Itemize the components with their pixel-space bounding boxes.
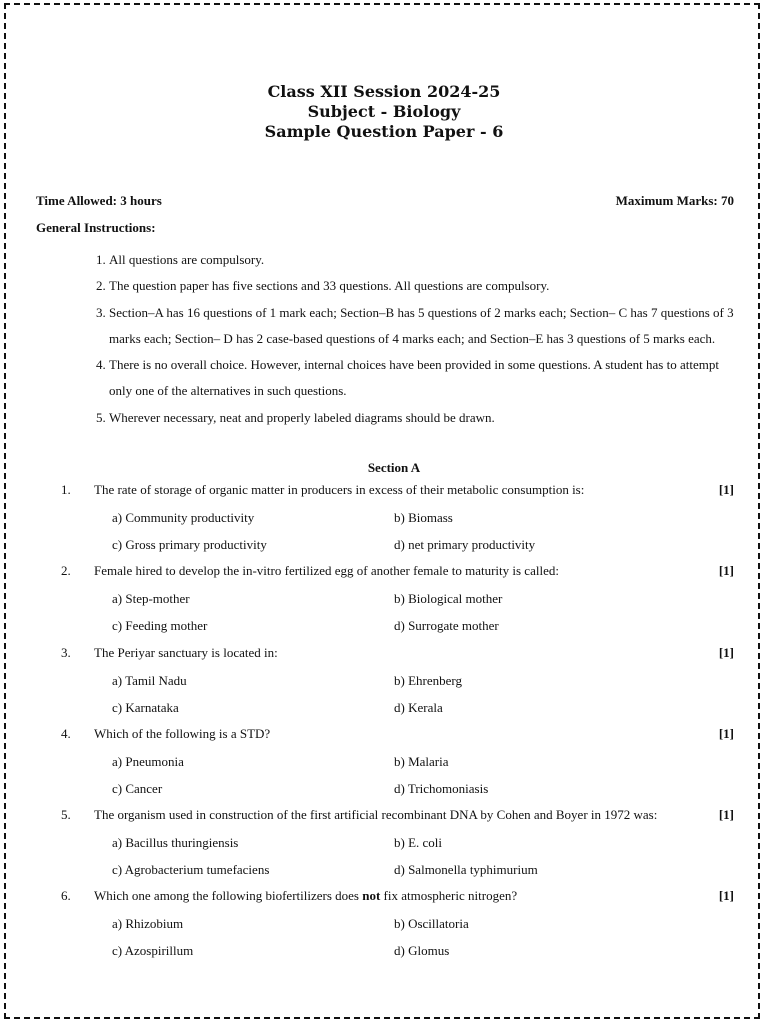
paper-header	[0, 82, 768, 142]
question-text: The Periyar sanctuary is located in:	[94, 645, 278, 660]
instruction-text: The question paper has five sections and 33 questions. All questions are compulsory.	[109, 278, 550, 294]
question-marks: [1]	[718, 563, 734, 578]
question-text: The rate of storage of organic matter in producers in excess of their metabolic consumption is:	[94, 482, 585, 497]
option-a[interactable]: a) Step-mother	[112, 591, 190, 606]
option-d[interactable]: d) Surrogate mother	[394, 618, 499, 633]
option-d[interactable]: d) Glomus	[394, 943, 450, 958]
question-number: 1.	[61, 482, 71, 497]
option-b[interactable]: b) Malaria	[394, 754, 449, 769]
section-a-title: Section A	[367, 460, 421, 475]
option-d[interactable]: d) Kerala	[394, 700, 443, 715]
instruction-text: There is no overall choice. However, internal choices have been provided in some questions. A student has to attempt only one of the alternatives in such questions.	[109, 357, 719, 399]
option-b[interactable]: b) Ehrenberg	[394, 673, 462, 688]
option-b[interactable]: b) E. coli	[394, 835, 443, 850]
option-b[interactable]: b) Biological mother	[394, 591, 503, 606]
instructions-list	[96, 247, 736, 431]
instruction-number: 3.	[96, 304, 106, 320]
question-text: Female hired to develop the in-vitro fertilized egg of another female to maturity is called:	[94, 563, 559, 578]
instruction-item	[96, 300, 736, 353]
question-text	[94, 888, 706, 904]
question-marks: [1]	[718, 807, 734, 822]
instruction-text: Section–A has 16 questions of 1 mark each; Section–B has 5 questions of 2 marks each; Section– C has 7 questions of 3 marks each; Section– D has 2 case-based questions of 4 marks each; and Section–E has 3 questions of 5 marks each.	[109, 304, 734, 346]
option-b[interactable]: b) Biomass	[394, 510, 453, 525]
question-marks: [1]	[718, 888, 734, 903]
question-number: 3.	[61, 645, 71, 660]
question-number: 4.	[61, 726, 71, 741]
class-session-title: Class XII Session 2024-25	[267, 82, 501, 101]
option-a[interactable]: a) Tamil Nadu	[112, 673, 187, 688]
option-a[interactable]: a) Rhizobium	[112, 916, 184, 931]
option-c[interactable]: c) Cancer	[112, 781, 163, 796]
option-a[interactable]: a) Bacillus thuringiensis	[112, 835, 239, 850]
instruction-item	[96, 352, 736, 405]
time-allowed: Time Allowed: 3 hours	[36, 193, 162, 208]
question-number: 5.	[61, 807, 71, 822]
instruction-item	[96, 273, 736, 299]
instruction-text: Wherever necessary, neat and properly labeled diagrams should be drawn.	[109, 409, 495, 425]
question-marks: [1]	[718, 645, 734, 660]
instruction-number: 5.	[96, 409, 106, 425]
question-number: 6.	[61, 888, 71, 903]
question-text-part: fix atmospheric nitrogen?	[380, 888, 518, 903]
instruction-text: All questions are compulsory.	[109, 252, 265, 267]
subject-title: Subject - Biology	[307, 102, 461, 121]
option-c[interactable]: c) Gross primary productivity	[112, 537, 267, 552]
option-b[interactable]: b) Oscillatoria	[394, 916, 469, 931]
question-number: 2.	[61, 563, 71, 578]
maximum-marks: Maximum Marks: 70	[615, 193, 734, 208]
option-a[interactable]: a) Community productivity	[112, 510, 255, 525]
question-marks: [1]	[718, 482, 734, 497]
question-emphasis: not	[362, 888, 381, 903]
instruction-item	[96, 405, 736, 431]
question-text: Which of the following is a STD?	[94, 726, 271, 741]
option-c[interactable]: c) Feeding mother	[112, 618, 208, 633]
question-text: The organism used in construction of the first artificial recombinant DNA by Cohen and Boyer in 1972 was:	[94, 807, 658, 822]
general-instructions-title: General Instructions:	[36, 220, 156, 235]
instruction-number: 1.	[96, 252, 106, 267]
question-marks: [1]	[718, 726, 734, 741]
option-c[interactable]: c) Karnataka	[112, 700, 179, 715]
option-c[interactable]: c) Azospirillum	[112, 943, 194, 958]
option-d[interactable]: d) net primary productivity	[394, 537, 536, 552]
instruction-number: 4.	[96, 357, 106, 373]
paper-title: Sample Question Paper - 6	[264, 122, 504, 141]
option-c[interactable]: c) Agrobacterium tumefaciens	[112, 862, 270, 877]
instruction-number: 2.	[96, 278, 106, 294]
option-d[interactable]: d) Salmonella typhimurium	[394, 862, 538, 877]
option-a[interactable]: a) Pneumonia	[112, 754, 184, 769]
option-d[interactable]: d) Trichomoniasis	[394, 781, 489, 796]
question-text-part: Which one among the following biofertilizers does	[94, 888, 363, 903]
instruction-item	[96, 247, 736, 273]
